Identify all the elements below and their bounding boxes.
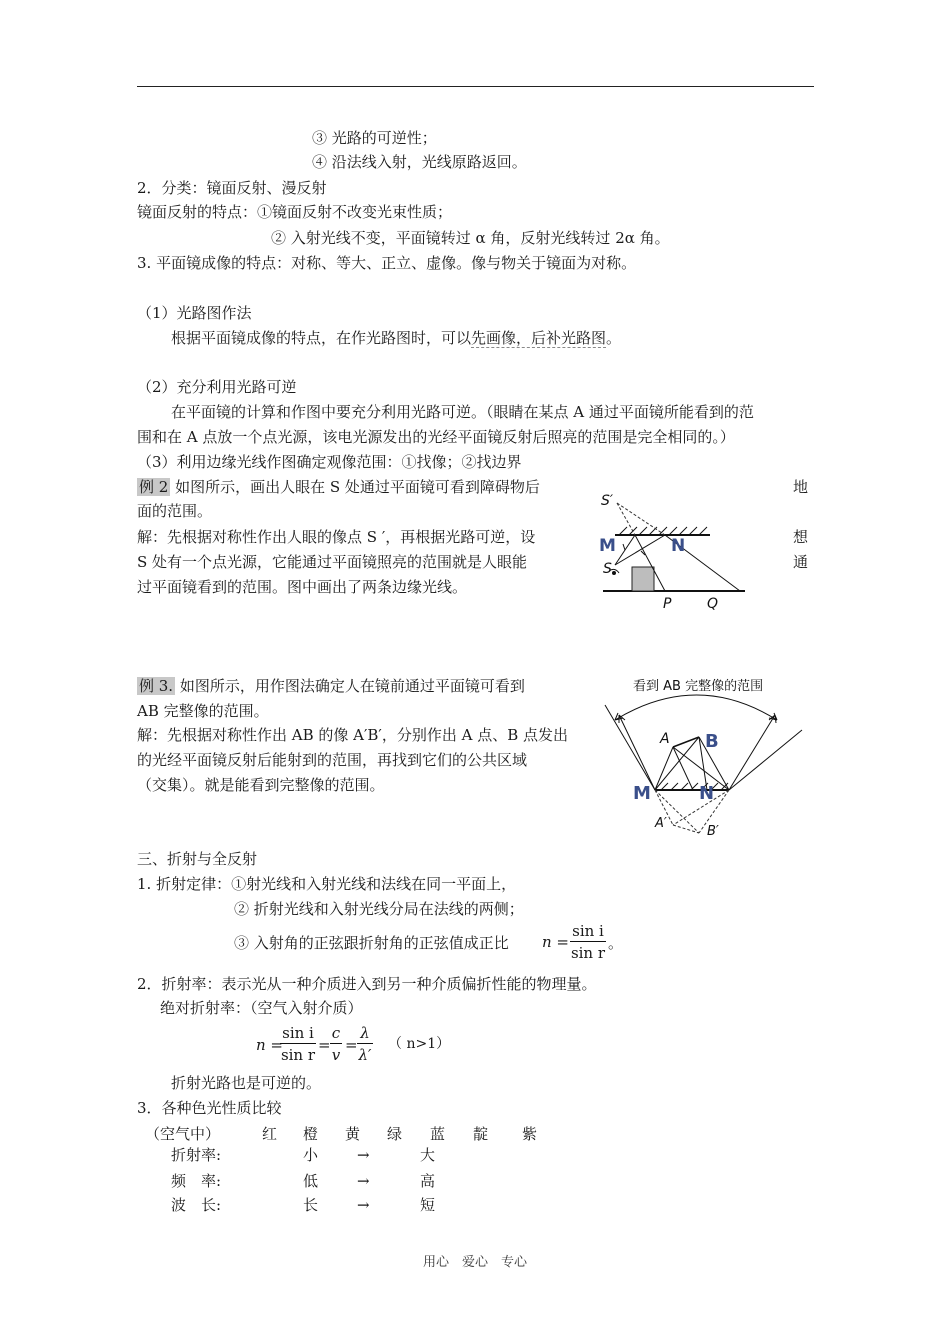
label-n: N bbox=[699, 783, 715, 804]
example2-line: 解：先根据对称性作出人眼的像点 S ′，再根据光路可逆，设 bbox=[137, 528, 536, 546]
label-m: M bbox=[633, 783, 651, 804]
formula-denominator: sin r bbox=[570, 944, 606, 962]
viewing-range-diagram bbox=[597, 675, 807, 840]
example3-line: AB 完整像的范围。 bbox=[137, 702, 269, 720]
label-q: Q bbox=[707, 596, 719, 612]
text-line: 3．各种色光性质比较 bbox=[137, 1099, 282, 1117]
text-line: ③ 入射角的正弦跟折射角的正弦值成正比 bbox=[234, 934, 509, 952]
text-line: 2．折射率：表示光从一种介质进入到另一种介质偏折性能的物理量。 bbox=[137, 975, 597, 993]
example-tag: 例 2 bbox=[139, 478, 169, 496]
text-line: 1. 折射定律：①射光线和入射光线和法线在同一平面上， bbox=[137, 875, 517, 893]
text-line: ② 折射光线和入射光线分局在法线的两侧； bbox=[234, 900, 524, 918]
text-line: （1）光路图作法 bbox=[137, 304, 252, 322]
label-n: N bbox=[671, 536, 686, 556]
table-cell: 长 bbox=[303, 1196, 319, 1214]
arrow-icon: → bbox=[357, 1172, 370, 1190]
label-p: P bbox=[663, 596, 672, 612]
text-line: （3）利用边缘光线作图确定观像范围：①找像；②找边界 bbox=[137, 453, 522, 471]
formula-condition: （ n>1） bbox=[388, 1036, 451, 1052]
table-cell: 小 bbox=[303, 1146, 319, 1164]
table-header: 紫 bbox=[522, 1125, 538, 1143]
example3-line: 的光经平面镜反射后能射到的范围，再找到它们的公共区域 bbox=[137, 751, 528, 769]
text-line: 。 bbox=[608, 934, 624, 952]
stray-char: 通 bbox=[793, 553, 809, 571]
text-line: 3. 平面镜成像的特点：对称、等大、正立、虚像。像与物关于镜面为对称。 bbox=[137, 254, 637, 272]
table-header: 橙 bbox=[303, 1125, 319, 1143]
label-s-prime: S′ bbox=[601, 493, 614, 509]
formula-n: n = bbox=[256, 1036, 283, 1054]
table-header: 靛 bbox=[473, 1125, 489, 1143]
formula-denominator: v bbox=[331, 1046, 341, 1064]
formula-denominator: sin r bbox=[280, 1046, 316, 1064]
example2-line: 例 2 如图所示，画出人眼在 S 处通过平面镜可看到障碍物后 bbox=[139, 478, 540, 496]
arrow-icon: → bbox=[357, 1146, 370, 1164]
header-rule bbox=[137, 86, 814, 87]
label-m: M bbox=[599, 536, 616, 556]
formula-numerator: sin i bbox=[280, 1024, 316, 1044]
label-b: B bbox=[705, 731, 719, 752]
table-cell: 低 bbox=[303, 1172, 319, 1190]
example-tag: 例 3. bbox=[139, 677, 174, 695]
example3-line: （交集）。就是能看到完整像的范围。 bbox=[137, 776, 385, 794]
table-header: 蓝 bbox=[430, 1125, 446, 1143]
table-cell: 短 bbox=[420, 1196, 436, 1214]
table-header: 黄 bbox=[345, 1125, 361, 1143]
text-line: 折射光路也是可逆的。 bbox=[171, 1074, 322, 1092]
text-line: 在平面镜的计算和作图中要充分利用光路可逆。（眼睛在某点 A 通过平面镜所能看到的范 bbox=[171, 403, 754, 421]
section-title: 三、折射与全反射 bbox=[137, 850, 258, 868]
example3-line: 解：先根据对称性作出 AB 的像 A′B′，分别作出 A 点、B 点发出 bbox=[137, 726, 568, 744]
label-a: A bbox=[660, 731, 670, 747]
label-b-prime: B′ bbox=[707, 824, 719, 839]
text-line: （2）充分利用光路可逆 bbox=[137, 378, 297, 396]
stray-char: 想 bbox=[793, 528, 809, 546]
label-a-prime: A′ bbox=[655, 816, 667, 831]
example2-line: 过平面镜看到的范围。图中画出了两条边缘光线。 bbox=[137, 578, 468, 596]
table-header: 绿 bbox=[387, 1125, 403, 1143]
text-line: 围和在 A 点放一个点光源，该电光源发出的光经平面镜反射后照亮的范围是完全相同的。） bbox=[137, 428, 735, 446]
stray-char: 地 bbox=[793, 478, 809, 496]
label-s: S bbox=[603, 561, 612, 577]
example3-line: 例 3. 如图所示，用作图法确定人在镜前通过平面镜可看到 bbox=[139, 677, 525, 695]
table-header: 红 bbox=[262, 1125, 278, 1143]
text-line: 2．分类：镜面反射、漫反射 bbox=[137, 179, 327, 197]
formula-numerator: λ bbox=[357, 1024, 373, 1044]
text-line: 镜面反射的特点：①镜面反射不改变光束性质； bbox=[137, 203, 453, 221]
table-header: （空气中） bbox=[145, 1125, 221, 1143]
example2-line: 面的范围。 bbox=[137, 502, 213, 520]
mirror-obstacle-diagram bbox=[595, 485, 755, 615]
page-footer: 用心 爱心 专心 bbox=[422, 1255, 527, 1270]
table-cell: 大 bbox=[420, 1146, 436, 1164]
formula-n: n = bbox=[542, 933, 569, 951]
formula-numerator: c bbox=[331, 1024, 341, 1042]
formula-equals: = bbox=[318, 1036, 331, 1054]
table-cell: 高 bbox=[420, 1172, 436, 1190]
text-line: 根据平面镜成像的特点，在作光路图时，可以先画像，后补光路图。 bbox=[171, 329, 622, 347]
text-line: ② 入射光线不变，平面镜转过 α 角，反射光线转过 2α 角。 bbox=[271, 229, 670, 247]
text-line: ④ 沿法线入射，光线原路返回。 bbox=[312, 153, 527, 171]
table-row-label: 频 率: bbox=[171, 1172, 222, 1190]
text-line: ③ 光路的可逆性； bbox=[312, 129, 437, 147]
table-row-label: 波 长: bbox=[171, 1196, 222, 1214]
formula-equals: = bbox=[345, 1036, 358, 1054]
fig3-caption: 看到 AB 完整像的范围 bbox=[633, 679, 764, 694]
table-row-label: 折射率: bbox=[171, 1146, 222, 1164]
formula-denominator: λ′ bbox=[358, 1046, 372, 1064]
example2-line: S 处有一个点光源，它能通过平面镜照亮的范围就是人眼能 bbox=[137, 553, 528, 571]
arrow-icon: → bbox=[357, 1196, 370, 1214]
text-line: 绝对折射率：（空气入射介质） bbox=[160, 999, 363, 1017]
formula-numerator: sin i bbox=[570, 922, 606, 942]
